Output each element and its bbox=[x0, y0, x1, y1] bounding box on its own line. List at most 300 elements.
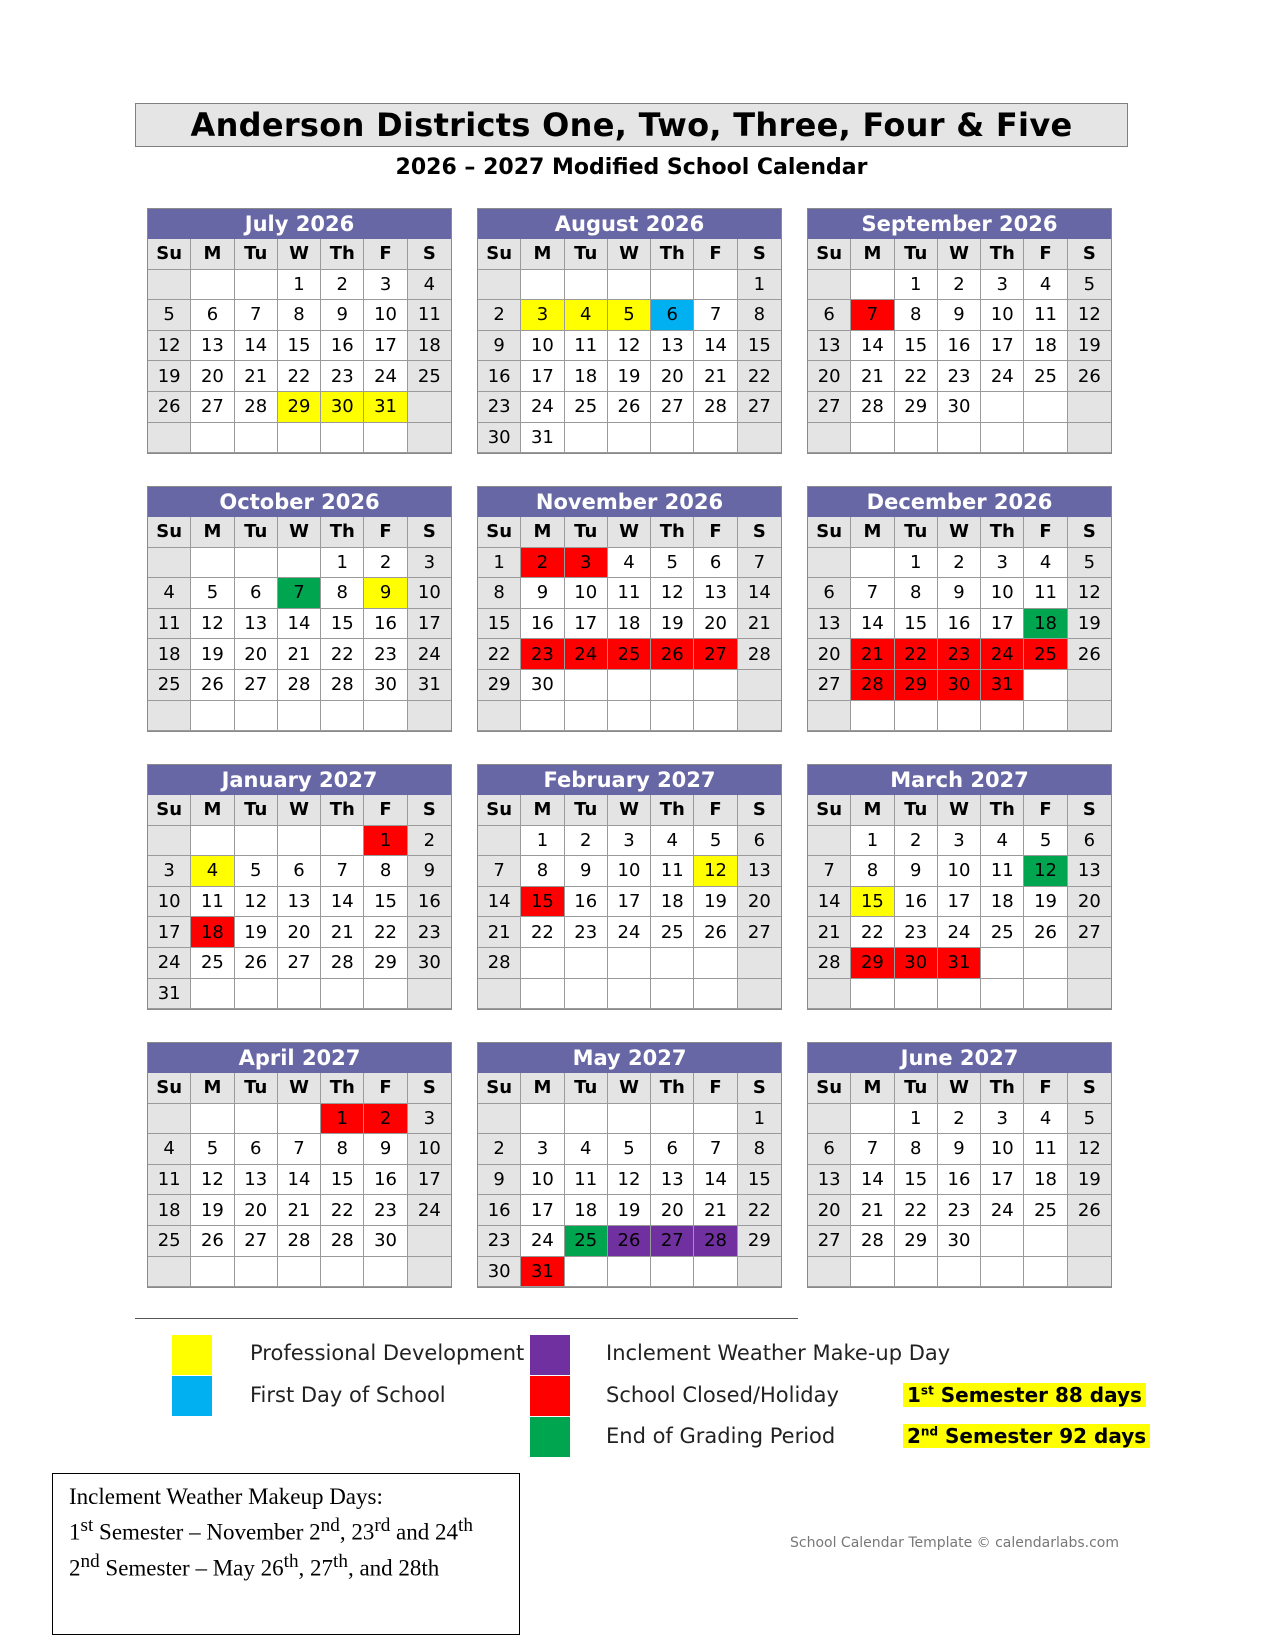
day-cell: 19 bbox=[1024, 887, 1067, 918]
month-july-2026 bbox=[147, 208, 452, 454]
weekday-header: Tu bbox=[235, 239, 278, 270]
day-cell: 30 bbox=[895, 948, 938, 979]
day-cell: 21 bbox=[694, 361, 737, 392]
day-cell: 19 bbox=[651, 609, 694, 640]
empty-day-cell bbox=[235, 701, 278, 732]
day-cell: 24 bbox=[408, 639, 451, 670]
day-cell: 2 bbox=[938, 1104, 981, 1135]
day-cell: 10 bbox=[408, 578, 451, 609]
weekday-header: Th bbox=[981, 239, 1024, 270]
day-cell: 30 bbox=[478, 423, 521, 454]
day-cell: 7 bbox=[851, 1134, 894, 1165]
day-cell: 28 bbox=[808, 948, 851, 979]
weekday-header: Su bbox=[478, 517, 521, 548]
day-cell: 2 bbox=[565, 826, 608, 857]
month-march-2027 bbox=[807, 764, 1112, 1010]
day-cell: 17 bbox=[148, 917, 191, 948]
day-cell: 17 bbox=[408, 609, 451, 640]
weekday-header: F bbox=[694, 1073, 737, 1104]
day-cell: 25 bbox=[608, 639, 651, 670]
empty-day-cell bbox=[1068, 670, 1111, 701]
day-cell: 18 bbox=[651, 887, 694, 918]
empty-day-cell bbox=[938, 423, 981, 454]
empty-day-cell bbox=[608, 423, 651, 454]
day-cell: 10 bbox=[981, 578, 1024, 609]
day-cell: 19 bbox=[148, 361, 191, 392]
weekday-header: F bbox=[1024, 517, 1067, 548]
day-cell: 3 bbox=[408, 1104, 451, 1135]
day-cell: 25 bbox=[1024, 1195, 1067, 1226]
day-cell: 14 bbox=[278, 609, 321, 640]
day-cell: 14 bbox=[321, 887, 364, 918]
day-cell: 12 bbox=[148, 331, 191, 362]
day-cell: 24 bbox=[981, 1195, 1024, 1226]
day-cell: 12 bbox=[694, 856, 737, 887]
day-cell: 28 bbox=[851, 1226, 894, 1257]
empty-day-cell bbox=[938, 979, 981, 1010]
day-cell: 10 bbox=[521, 331, 564, 362]
day-cell: 10 bbox=[981, 1134, 1024, 1165]
month-days-grid bbox=[148, 239, 451, 453]
day-cell: 7 bbox=[851, 578, 894, 609]
day-cell: 2 bbox=[478, 1134, 521, 1165]
empty-day-cell bbox=[608, 270, 651, 301]
weekday-header: Tu bbox=[235, 517, 278, 548]
weekday-header: S bbox=[408, 795, 451, 826]
day-cell: 20 bbox=[694, 609, 737, 640]
day-cell: 21 bbox=[851, 639, 894, 670]
weekday-header: Su bbox=[808, 239, 851, 270]
weekday-header: M bbox=[191, 239, 234, 270]
day-cell: 27 bbox=[808, 1226, 851, 1257]
day-cell: 9 bbox=[478, 331, 521, 362]
day-cell: 16 bbox=[408, 887, 451, 918]
empty-day-cell bbox=[608, 701, 651, 732]
empty-day-cell bbox=[235, 270, 278, 301]
day-cell: 1 bbox=[278, 270, 321, 301]
month-february-2027 bbox=[477, 764, 782, 1010]
day-cell: 18 bbox=[565, 1195, 608, 1226]
weekday-header: W bbox=[278, 1073, 321, 1104]
empty-day-cell bbox=[278, 1257, 321, 1288]
page-title: Anderson Districts One, Two, Three, Four & Five bbox=[135, 103, 1128, 147]
month-title: December 2026 bbox=[808, 487, 1111, 517]
empty-day-cell bbox=[364, 979, 407, 1010]
empty-day-cell bbox=[1024, 670, 1067, 701]
empty-day-cell bbox=[565, 670, 608, 701]
empty-day-cell bbox=[651, 670, 694, 701]
day-cell: 28 bbox=[694, 392, 737, 423]
empty-day-cell bbox=[521, 979, 564, 1010]
weekday-header: W bbox=[938, 517, 981, 548]
day-cell: 7 bbox=[851, 300, 894, 331]
credit-text: School Calendar Template © calendarlabs.com bbox=[790, 1535, 1119, 1551]
weekday-header: M bbox=[851, 239, 894, 270]
weekday-header: W bbox=[938, 1073, 981, 1104]
day-cell: 6 bbox=[1068, 826, 1111, 857]
day-cell: 23 bbox=[521, 639, 564, 670]
day-cell: 14 bbox=[694, 1165, 737, 1196]
empty-day-cell bbox=[278, 1104, 321, 1135]
empty-day-cell bbox=[235, 826, 278, 857]
day-cell: 10 bbox=[148, 887, 191, 918]
day-cell: 6 bbox=[651, 1134, 694, 1165]
day-cell: 11 bbox=[565, 1165, 608, 1196]
day-cell: 27 bbox=[1068, 917, 1111, 948]
weekday-header: Su bbox=[148, 239, 191, 270]
month-days-grid bbox=[148, 1073, 451, 1287]
weekday-header: W bbox=[278, 795, 321, 826]
day-cell: 22 bbox=[851, 917, 894, 948]
day-cell: 16 bbox=[565, 887, 608, 918]
weekday-header: F bbox=[364, 795, 407, 826]
day-cell: 26 bbox=[608, 392, 651, 423]
empty-day-cell bbox=[148, 548, 191, 579]
day-cell: 25 bbox=[1024, 639, 1067, 670]
day-cell: 2 bbox=[364, 548, 407, 579]
day-cell: 11 bbox=[191, 887, 234, 918]
weekday-header: Tu bbox=[895, 517, 938, 548]
empty-day-cell bbox=[608, 979, 651, 1010]
weekday-header: F bbox=[694, 517, 737, 548]
day-cell: 13 bbox=[808, 331, 851, 362]
day-cell: 30 bbox=[364, 670, 407, 701]
weekday-header: S bbox=[408, 1073, 451, 1104]
day-cell: 29 bbox=[478, 670, 521, 701]
empty-day-cell bbox=[408, 423, 451, 454]
day-cell: 16 bbox=[938, 331, 981, 362]
empty-day-cell bbox=[478, 701, 521, 732]
day-cell: 7 bbox=[478, 856, 521, 887]
day-cell: 23 bbox=[478, 1226, 521, 1257]
weekday-header: W bbox=[608, 795, 651, 826]
empty-day-cell bbox=[808, 270, 851, 301]
weekday-header: Tu bbox=[565, 1073, 608, 1104]
day-cell: 29 bbox=[278, 392, 321, 423]
day-cell: 14 bbox=[738, 578, 781, 609]
empty-day-cell bbox=[895, 423, 938, 454]
day-cell: 18 bbox=[191, 917, 234, 948]
day-cell: 6 bbox=[651, 300, 694, 331]
day-cell: 5 bbox=[608, 1134, 651, 1165]
weekday-header: M bbox=[191, 1073, 234, 1104]
empty-day-cell bbox=[521, 701, 564, 732]
day-cell: 27 bbox=[278, 948, 321, 979]
empty-day-cell bbox=[191, 548, 234, 579]
empty-day-cell bbox=[191, 1104, 234, 1135]
day-cell: 20 bbox=[651, 361, 694, 392]
day-cell: 20 bbox=[278, 917, 321, 948]
day-cell: 3 bbox=[981, 548, 1024, 579]
day-cell: 27 bbox=[651, 1226, 694, 1257]
second-semester-days: 2nd Semester 92 days bbox=[903, 1424, 1150, 1448]
day-cell: 13 bbox=[651, 1165, 694, 1196]
swatch-inclement-makeup bbox=[530, 1335, 570, 1375]
weekday-header: Tu bbox=[565, 517, 608, 548]
day-cell: 2 bbox=[364, 1104, 407, 1135]
day-cell: 30 bbox=[938, 392, 981, 423]
day-cell: 11 bbox=[1024, 300, 1067, 331]
month-days-grid bbox=[808, 1073, 1111, 1287]
day-cell: 23 bbox=[938, 1195, 981, 1226]
day-cell: 4 bbox=[565, 300, 608, 331]
day-cell: 7 bbox=[694, 1134, 737, 1165]
weekday-header: Su bbox=[478, 239, 521, 270]
empty-day-cell bbox=[851, 270, 894, 301]
day-cell: 28 bbox=[278, 670, 321, 701]
day-cell: 5 bbox=[1068, 548, 1111, 579]
empty-day-cell bbox=[738, 670, 781, 701]
day-cell: 8 bbox=[851, 856, 894, 887]
empty-day-cell bbox=[981, 423, 1024, 454]
month-september-2026 bbox=[807, 208, 1112, 454]
day-cell: 19 bbox=[191, 639, 234, 670]
legend-inclement-makeup: Inclement Weather Make-up Day bbox=[606, 1341, 951, 1365]
day-cell: 22 bbox=[278, 361, 321, 392]
month-title: September 2026 bbox=[808, 209, 1111, 239]
weekday-header: F bbox=[694, 795, 737, 826]
weekday-header: Th bbox=[651, 239, 694, 270]
empty-day-cell bbox=[981, 701, 1024, 732]
empty-day-cell bbox=[981, 1226, 1024, 1257]
weekday-header: F bbox=[1024, 1073, 1067, 1104]
day-cell: 7 bbox=[321, 856, 364, 887]
day-cell: 3 bbox=[608, 826, 651, 857]
inclement-weather-note bbox=[52, 1473, 520, 1635]
weekday-header: Th bbox=[981, 795, 1024, 826]
day-cell: 1 bbox=[895, 548, 938, 579]
day-cell: 18 bbox=[608, 609, 651, 640]
empty-day-cell bbox=[408, 979, 451, 1010]
empty-day-cell bbox=[851, 979, 894, 1010]
day-cell: 19 bbox=[1068, 331, 1111, 362]
weekday-header: S bbox=[1068, 795, 1111, 826]
day-cell: 21 bbox=[235, 361, 278, 392]
day-cell: 14 bbox=[278, 1165, 321, 1196]
empty-day-cell bbox=[651, 701, 694, 732]
day-cell: 7 bbox=[738, 548, 781, 579]
day-cell: 5 bbox=[694, 826, 737, 857]
day-cell: 27 bbox=[808, 392, 851, 423]
empty-day-cell bbox=[981, 392, 1024, 423]
day-cell: 8 bbox=[278, 300, 321, 331]
day-cell: 2 bbox=[408, 826, 451, 857]
day-cell: 4 bbox=[1024, 270, 1067, 301]
empty-day-cell bbox=[364, 701, 407, 732]
day-cell: 15 bbox=[278, 331, 321, 362]
weekday-header: M bbox=[521, 1073, 564, 1104]
day-cell: 27 bbox=[235, 1226, 278, 1257]
day-cell: 22 bbox=[321, 1195, 364, 1226]
day-cell: 6 bbox=[235, 1134, 278, 1165]
day-cell: 16 bbox=[478, 1195, 521, 1226]
day-cell: 18 bbox=[981, 887, 1024, 918]
day-cell: 19 bbox=[235, 917, 278, 948]
weekday-header: Su bbox=[148, 517, 191, 548]
day-cell: 12 bbox=[608, 1165, 651, 1196]
day-cell: 8 bbox=[895, 1134, 938, 1165]
empty-day-cell bbox=[851, 423, 894, 454]
month-january-2027 bbox=[147, 764, 452, 1010]
day-cell: 28 bbox=[851, 670, 894, 701]
day-cell: 27 bbox=[738, 917, 781, 948]
weekday-header: S bbox=[408, 517, 451, 548]
month-title: February 2027 bbox=[478, 765, 781, 795]
day-cell: 31 bbox=[521, 1257, 564, 1288]
day-cell: 24 bbox=[521, 392, 564, 423]
day-cell: 1 bbox=[895, 1104, 938, 1135]
empty-day-cell bbox=[608, 1257, 651, 1288]
empty-day-cell bbox=[191, 1257, 234, 1288]
weekday-header: S bbox=[1068, 1073, 1111, 1104]
swatch-end-grading bbox=[530, 1417, 570, 1457]
day-cell: 27 bbox=[191, 392, 234, 423]
day-cell: 8 bbox=[321, 1134, 364, 1165]
day-cell: 11 bbox=[651, 856, 694, 887]
day-cell: 29 bbox=[895, 670, 938, 701]
day-cell: 26 bbox=[694, 917, 737, 948]
empty-day-cell bbox=[694, 701, 737, 732]
day-cell: 7 bbox=[808, 856, 851, 887]
day-cell: 26 bbox=[651, 639, 694, 670]
day-cell: 20 bbox=[808, 1195, 851, 1226]
day-cell: 28 bbox=[738, 639, 781, 670]
day-cell: 8 bbox=[521, 856, 564, 887]
weekday-header: Tu bbox=[895, 1073, 938, 1104]
day-cell: 24 bbox=[981, 361, 1024, 392]
day-cell: 4 bbox=[1024, 1104, 1067, 1135]
day-cell: 16 bbox=[321, 331, 364, 362]
day-cell: 28 bbox=[694, 1226, 737, 1257]
day-cell: 10 bbox=[521, 1165, 564, 1196]
day-cell: 25 bbox=[148, 1226, 191, 1257]
empty-day-cell bbox=[408, 1226, 451, 1257]
day-cell: 28 bbox=[851, 392, 894, 423]
empty-day-cell bbox=[651, 979, 694, 1010]
day-cell: 17 bbox=[364, 331, 407, 362]
empty-day-cell bbox=[191, 701, 234, 732]
empty-day-cell bbox=[521, 1104, 564, 1135]
empty-day-cell bbox=[521, 948, 564, 979]
day-cell: 15 bbox=[738, 1165, 781, 1196]
day-cell: 21 bbox=[851, 361, 894, 392]
day-cell: 13 bbox=[235, 1165, 278, 1196]
day-cell: 25 bbox=[565, 1226, 608, 1257]
weekday-header: Th bbox=[321, 795, 364, 826]
weekday-header: Th bbox=[981, 1073, 1024, 1104]
note-title: Inclement Weather Makeup Days: bbox=[69, 1484, 383, 1509]
day-cell: 23 bbox=[938, 639, 981, 670]
day-cell: 31 bbox=[938, 948, 981, 979]
empty-day-cell bbox=[364, 423, 407, 454]
empty-day-cell bbox=[651, 1104, 694, 1135]
day-cell: 6 bbox=[738, 826, 781, 857]
day-cell: 27 bbox=[694, 639, 737, 670]
empty-day-cell bbox=[1024, 392, 1067, 423]
day-cell: 9 bbox=[521, 578, 564, 609]
day-cell: 21 bbox=[478, 917, 521, 948]
day-cell: 19 bbox=[1068, 609, 1111, 640]
day-cell: 9 bbox=[408, 856, 451, 887]
day-cell: 13 bbox=[235, 609, 278, 640]
day-cell: 11 bbox=[565, 331, 608, 362]
weekday-header: W bbox=[938, 239, 981, 270]
day-cell: 31 bbox=[148, 979, 191, 1010]
empty-day-cell bbox=[1068, 423, 1111, 454]
day-cell: 10 bbox=[981, 300, 1024, 331]
empty-day-cell bbox=[565, 948, 608, 979]
weekday-header: S bbox=[738, 1073, 781, 1104]
day-cell: 14 bbox=[851, 1165, 894, 1196]
day-cell: 5 bbox=[1068, 1104, 1111, 1135]
empty-day-cell bbox=[608, 1104, 651, 1135]
day-cell: 15 bbox=[364, 887, 407, 918]
day-cell: 5 bbox=[608, 300, 651, 331]
day-cell: 27 bbox=[808, 670, 851, 701]
day-cell: 4 bbox=[148, 1134, 191, 1165]
day-cell: 6 bbox=[808, 300, 851, 331]
day-cell: 23 bbox=[938, 361, 981, 392]
weekday-header: W bbox=[608, 1073, 651, 1104]
month-days-grid bbox=[808, 239, 1111, 453]
day-cell: 12 bbox=[191, 609, 234, 640]
day-cell: 20 bbox=[191, 361, 234, 392]
day-cell: 21 bbox=[278, 639, 321, 670]
day-cell: 15 bbox=[895, 331, 938, 362]
day-cell: 31 bbox=[364, 392, 407, 423]
empty-day-cell bbox=[565, 423, 608, 454]
empty-day-cell bbox=[608, 948, 651, 979]
day-cell: 21 bbox=[851, 1195, 894, 1226]
empty-day-cell bbox=[808, 423, 851, 454]
day-cell: 18 bbox=[1024, 331, 1067, 362]
day-cell: 5 bbox=[148, 300, 191, 331]
day-cell: 16 bbox=[478, 361, 521, 392]
day-cell: 28 bbox=[321, 1226, 364, 1257]
day-cell: 15 bbox=[321, 609, 364, 640]
empty-day-cell bbox=[895, 701, 938, 732]
day-cell: 17 bbox=[521, 1195, 564, 1226]
day-cell: 7 bbox=[278, 578, 321, 609]
day-cell: 24 bbox=[408, 1195, 451, 1226]
empty-day-cell bbox=[895, 979, 938, 1010]
day-cell: 22 bbox=[321, 639, 364, 670]
weekday-header: Th bbox=[651, 795, 694, 826]
weekday-header: F bbox=[364, 517, 407, 548]
day-cell: 9 bbox=[565, 856, 608, 887]
day-cell: 26 bbox=[191, 1226, 234, 1257]
day-cell: 1 bbox=[321, 548, 364, 579]
weekday-header: Th bbox=[651, 1073, 694, 1104]
day-cell: 10 bbox=[938, 856, 981, 887]
day-cell: 1 bbox=[364, 826, 407, 857]
day-cell: 25 bbox=[148, 670, 191, 701]
day-cell: 28 bbox=[321, 670, 364, 701]
day-cell: 26 bbox=[1024, 917, 1067, 948]
month-days-grid bbox=[148, 517, 451, 731]
day-cell: 9 bbox=[364, 578, 407, 609]
day-cell: 8 bbox=[321, 578, 364, 609]
day-cell: 19 bbox=[191, 1195, 234, 1226]
empty-day-cell bbox=[1068, 979, 1111, 1010]
day-cell: 8 bbox=[895, 300, 938, 331]
day-cell: 11 bbox=[148, 1165, 191, 1196]
month-days-grid bbox=[478, 1073, 781, 1287]
day-cell: 17 bbox=[981, 609, 1024, 640]
day-cell: 20 bbox=[235, 639, 278, 670]
day-cell: 22 bbox=[478, 639, 521, 670]
empty-day-cell bbox=[981, 979, 1024, 1010]
